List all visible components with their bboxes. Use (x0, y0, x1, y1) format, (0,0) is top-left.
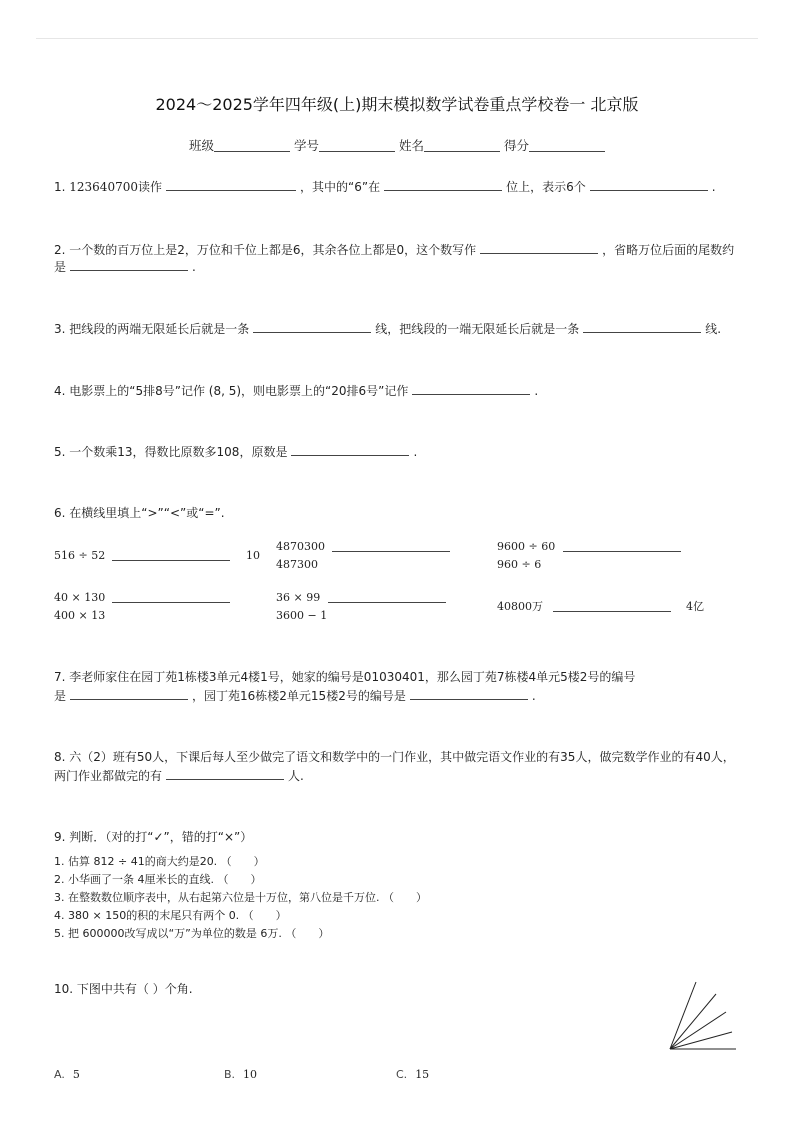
question-2: 2. 一个数的百万位上是2，万位和千位上都是6，其余各位上都是0，这个数写作 ，省略万位后面的尾数约 (54, 243, 735, 257)
q9-item-2: 2. 小华画了一条 4厘米长的直线. （ ） (54, 873, 262, 886)
page-title: 2024～2025学年四年级(上)期末模拟数学试卷重点学校卷一 北京版 (155, 95, 639, 114)
question-8-line-2: 两门作业都做完的有 人. (54, 769, 304, 783)
angles-figure (664, 978, 740, 1054)
q3-blank-1[interactable] (253, 320, 371, 333)
q9-item-4: 4. 380 × 150的积的末尾只有两个 0. （ ） (54, 909, 287, 922)
figure-ray-4 (670, 994, 716, 1049)
q1-blank-2[interactable] (384, 178, 502, 191)
q1-blank-1[interactable] (166, 178, 296, 191)
q6-item-4-top: 40 × 130 (54, 591, 106, 604)
q6-blank-6[interactable] (553, 611, 671, 612)
question-4: 4. 电影票上的“5排8号”记作 (8, 5)，则电影票上的“20排6号”记作 . (54, 384, 539, 398)
q6-item-3-top: 9600 ÷ 60 (497, 540, 556, 553)
figure-ray-3 (670, 1012, 726, 1049)
q6-blank-3[interactable] (563, 551, 681, 552)
question-8: 8. 六（2）班有50人，下课后每人至少做完了语文和数学中的一门作业，其中做完语文作业的有35人，做完数学作业的有40人， (54, 750, 735, 764)
class-field[interactable] (214, 151, 290, 152)
q6-item-2-top: 4870300 (276, 540, 325, 553)
figure-ray-5 (670, 982, 696, 1049)
student-id-label: 学号 (293, 138, 319, 153)
question-6: 6. 在横线里填上“>”“<”或“=”. (54, 506, 225, 520)
q7-blank-2[interactable] (410, 687, 528, 700)
q4-blank[interactable] (412, 382, 530, 395)
q6-item-2-bottom: 487300 (276, 558, 318, 571)
question-5: 5. 一个数乘13，得数比原数多108，原数是 . (54, 445, 418, 459)
q5-blank[interactable] (291, 443, 409, 456)
q2-blank-2[interactable] (70, 258, 188, 271)
q7-blank-1[interactable] (70, 687, 188, 700)
page-top-rule (36, 38, 758, 39)
figure-ray-2 (670, 1032, 732, 1049)
q6-blank-5[interactable] (328, 602, 446, 603)
q6-item-1-right: 10 (246, 549, 260, 562)
question-3: 3. 把线段的两端无限延长后就是一条 线，把线段的一端无限延长后就是一条 线. (54, 322, 722, 336)
q6-blank-4[interactable] (112, 602, 230, 603)
question-2-line-2: 是 . (54, 260, 196, 274)
name-field[interactable] (424, 151, 500, 152)
q2-blank-1[interactable] (480, 241, 598, 254)
question-10: 10. 下图中共有（ ）个角. (54, 982, 193, 996)
score-field[interactable] (529, 151, 605, 152)
q3-blank-2[interactable] (583, 320, 701, 333)
q6-item-1: 516 ÷ 52 (54, 549, 106, 562)
q6-item-6-right: 4亿 (686, 600, 704, 613)
score-label: 得分 (503, 138, 529, 153)
q9-item-1: 1. 估算 812 ÷ 41的商大约是20. （ ） (54, 855, 265, 868)
question-7-line-2: 是 ，园丁苑16栋楼2单元15楼2号的编号是 . (54, 689, 536, 703)
question-1: 1. 123640700读作 ，其中的“6”在 位上，表示6个 . (54, 180, 716, 194)
q10-option-a[interactable]: A. 5 (54, 1068, 80, 1081)
question-7: 7. 李老师家住在园丁苑1栋楼3单元4楼1号，她家的编号是01030401，那么园丁苑7栋楼4单元5楼2号的编号 (54, 670, 636, 684)
q6-item-6-left: 40800万 (497, 600, 543, 613)
q10-option-c[interactable]: C. 15 (396, 1068, 430, 1081)
q6-blank-2[interactable] (332, 551, 450, 552)
q6-item-3-bottom: 960 ÷ 6 (497, 558, 542, 571)
class-label: 班级 (188, 138, 214, 153)
q9-item-5: 5. 把 600000改写成以“万”为单位的数是 6万. （ ） (54, 927, 330, 940)
q6-blank-1[interactable] (112, 560, 230, 561)
q10-option-b[interactable]: B. 10 (224, 1068, 258, 1081)
question-9: 9. 判断．（对的打“✓”，错的打“×”） (54, 830, 253, 844)
q6-item-4-bottom: 400 × 13 (54, 609, 106, 622)
student-info-row (0, 136, 794, 154)
q1-blank-3[interactable] (590, 178, 708, 191)
q6-item-5-top: 36 × 99 (276, 591, 321, 604)
q9-item-3: 3. 在整数数位顺序表中，从右起第六位是十万位，第八位是千万位. （ ） (54, 891, 427, 904)
name-label: 姓名 (398, 138, 424, 153)
q6-item-5-bottom: 3600 − 1 (276, 609, 328, 622)
student-id-field[interactable] (319, 151, 395, 152)
q8-blank[interactable] (166, 767, 284, 780)
